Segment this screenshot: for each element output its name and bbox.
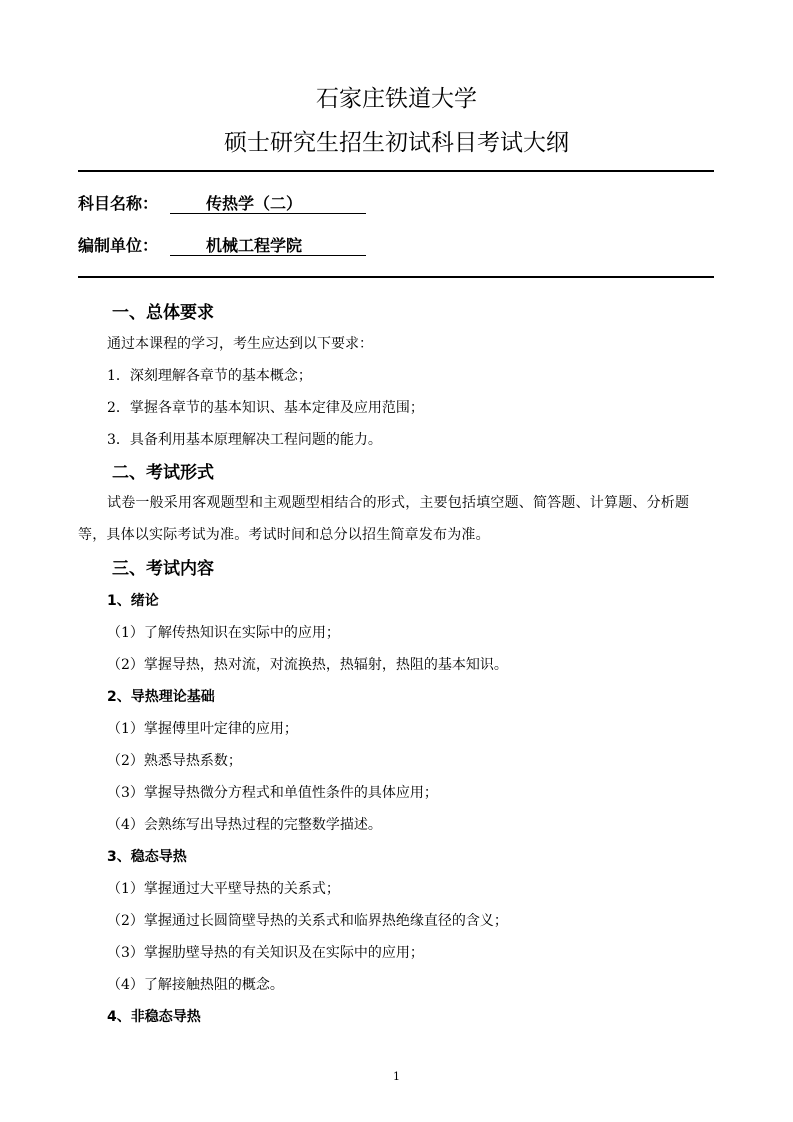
topic-title: 3、稳态导热 [107,849,187,865]
subject-name-field [78,192,303,216]
list-item: 2．掌握各章节的基本知识、基本定律及应用范围； [107,400,424,416]
list-item: （2）掌握通过长圆筒壁导热的关系式和临界热绝缘直径的含义； [107,913,508,929]
topic-title: 1、绪论 [107,593,159,609]
list-item: （1）掌握傅里叶定律的应用； [107,721,298,737]
section-heading-exam-content: 三、考试内容 [112,559,214,579]
topic-title: 2、导热理论基础 [107,689,215,705]
subject-name-label: 科目名称： [78,194,159,213]
section-heading-exam-format: 二、考试形式 [112,463,214,483]
list-item: （2）掌握导热，热对流，对流换热，热辐射，热阻的基本知识。 [107,657,508,673]
divider-top [78,170,714,172]
document-title: 硕士研究生招生初试科目考试大纲 [224,130,569,156]
section-heading-general-requirements: 一、总体要求 [112,303,214,323]
subject-name-value: 传热学（二） [170,192,366,214]
list-item: （4）了解接触热阻的概念。 [107,977,284,993]
exam-format-paragraph: 试卷一般采用客观题型和主观题型相结合的形式，主要包括填空题、简答题、计算题、分析题等，具体以实际考试为准。考试时间和总分以招生简章发布为准。 [78,495,690,543]
list-item: 3．具备利用基本原理解决工程问题的能力。 [107,432,382,448]
list-item: （3）掌握导热微分方程式和单值性条件的具体应用； [107,785,438,801]
page-number: 1 [393,1070,400,1083]
university-title: 石家庄铁道大学 [316,86,477,112]
list-item: （2）熟悉导热系数； [107,753,242,769]
list-item: （1）了解传热知识在实际中的应用； [107,625,340,641]
topic-title: 4、非稳态导热 [107,1009,201,1025]
list-item: （1）掌握通过大平壁导热的关系式； [107,881,340,897]
divider-bottom [78,276,714,278]
compiling-unit-value: 机械工程学院 [170,234,366,256]
section-intro: 通过本课程的学习，考生应达到以下要求： [107,336,373,352]
list-item: （3）掌握肋壁导热的有关知识及在实际中的应用； [107,945,424,961]
list-item: （4）会熟练写出导热过程的完整数学描述。 [107,817,382,833]
compiling-unit-label: 编制单位： [78,236,159,255]
list-item: 1．深刻理解各章节的基本概念； [107,368,312,384]
compiling-unit-field [78,234,303,258]
